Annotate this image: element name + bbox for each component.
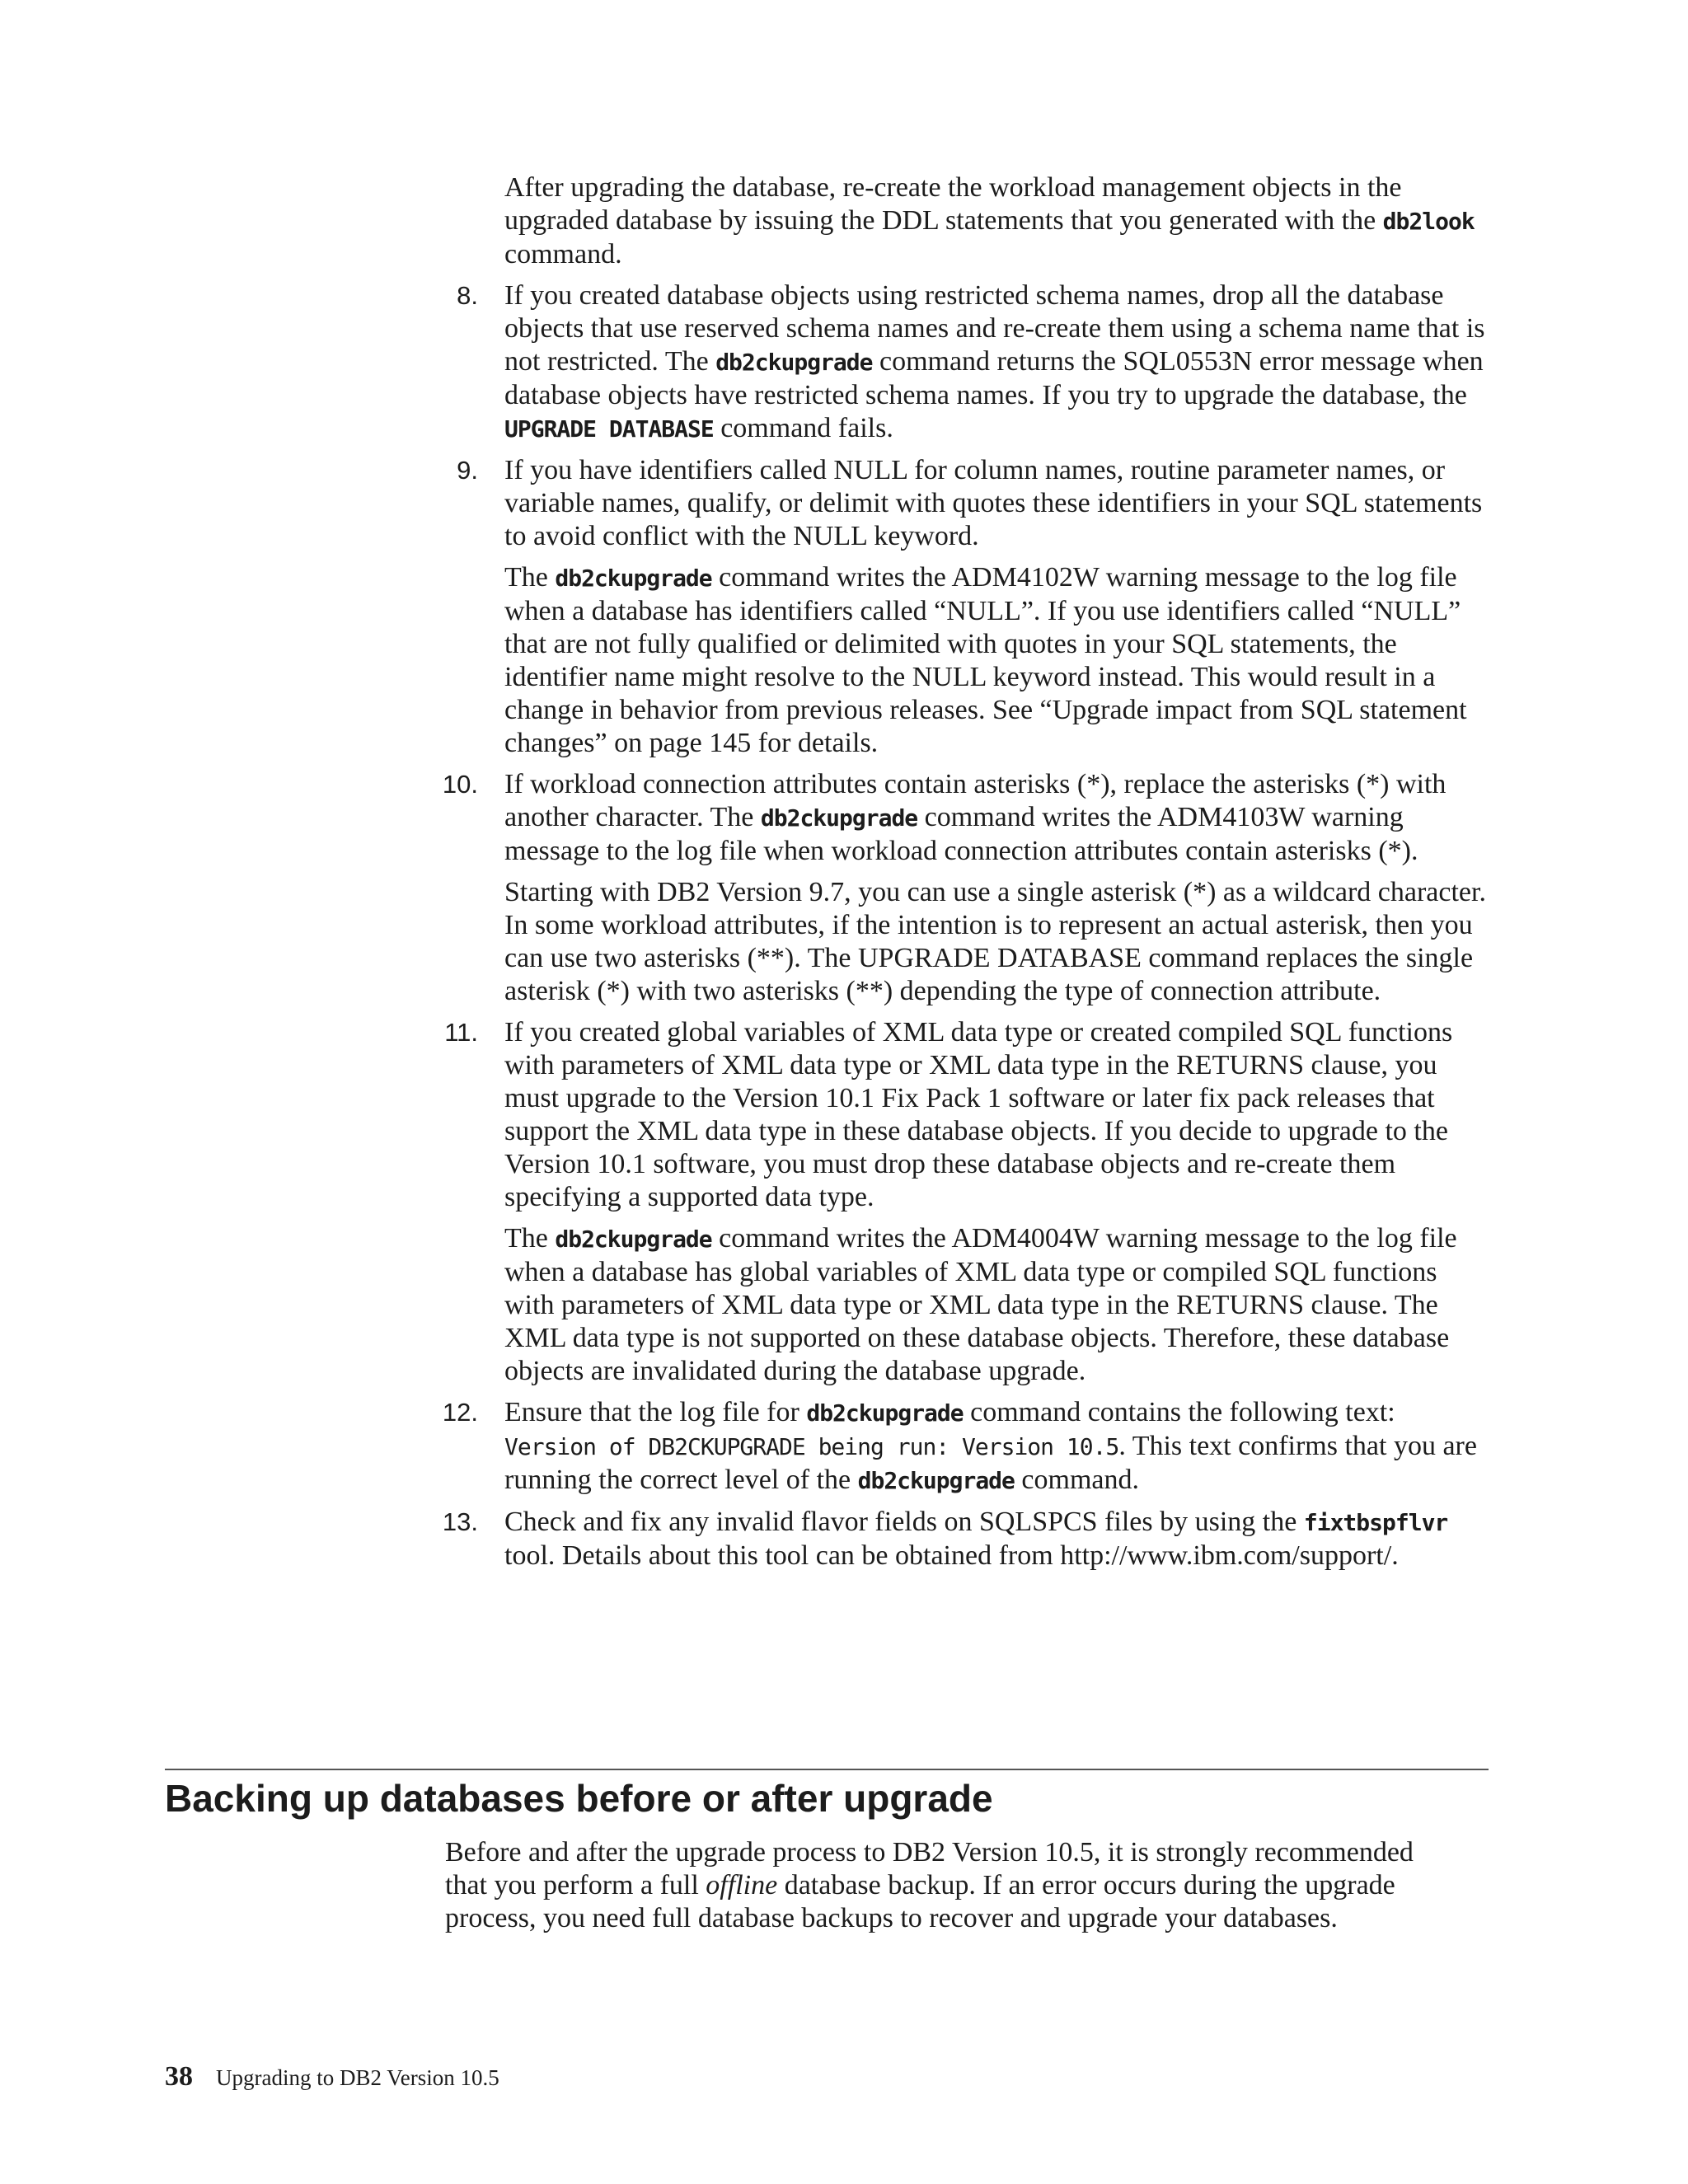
step-paragraph [504,768,1493,868]
step-paragraph [504,279,1493,446]
section-heading: Backing up databases before or after upgrade [165,1777,993,1820]
step-number: 12. [442,1398,478,1427]
text: Check and fix any invalid flavor fields on SQLSPCS files by using the [504,1507,1304,1537]
section-paragraph [445,1836,1434,1935]
step-number: 8. [457,281,478,310]
text: command writes the ADM4004W warning message to the log file when a database has global variables of XML data type or compiled SQL functions with parameters of XML data type or XML data type in the RETURNS clause. The XML data type is not supported on these database objects. Therefore, these database objects are invalidated during the database upgrade. [504,1223,1457,1386]
command-name: db2ckupgrade [857,1467,1015,1494]
text: . This text confirms that you are running the correct level of the [504,1431,1477,1495]
intro-paragraph [504,171,1493,271]
step-paragraph [504,561,1493,760]
step-number: 13. [442,1507,478,1536]
command-name: db2ckupgrade [715,349,873,376]
text: command returns the SQL0553N error message when database objects have restricted schema names. If you try to upgrade the database, the [504,346,1484,410]
text: command fails. [713,413,893,443]
command-name: db2ckupgrade [555,1226,712,1253]
text: The [504,1223,556,1254]
step-paragraph: If you have identifiers called NULL for column names, routine parameter names, or variable names, qualify, or delimit with quotes these identifiers in your SQL statements to avoid conflict with the NULL keyword. [504,455,1483,551]
text: If you created database objects using restricted schema names, drop all the database objects that use reserved schema names and re-create them using a schema name that is not restricted. The [504,280,1485,377]
step-13 [442,1506,1493,1572]
step-number: 11. [444,1018,478,1047]
step-paragraph: Starting with DB2 Version 9.7, you can use a single asterisk (*) as a wildcard character. In some workload attributes, if the intention is to represent an actual asterisk, then you can use two asterisks (**). The UPGRADE DATABASE command replaces the single asterisk (*) with two asterisks (**) depending the type of connection attribute. [504,877,1486,1006]
text: command contains the following text: [963,1397,1395,1427]
text: Ensure that the log file for [504,1397,807,1427]
text: tool. Details about this tool can be obtained from http://www.ibm.com/support/. [504,1540,1399,1571]
step-paragraph [504,1396,1493,1497]
step-paragraph [504,1222,1493,1388]
text: If workload connection attributes contain asterisks (*), replace the asterisks (*) with another character. The [504,769,1447,832]
step-number: 10. [442,770,478,799]
procedure-steps [442,171,1493,1581]
code-snippet: Version of DB2CKUPGRADE being run: Version 10.5 [504,1433,1119,1460]
text: After upgrading the database, re-create the workload management objects in the upgraded database by issuing the DDL statements that you generated with the [504,172,1402,236]
text: command. [1014,1465,1139,1495]
text: Before and after the upgrade process to DB2 Version 10.5, it is strongly recommended that you perform a full [445,1837,1414,1900]
text: command. [504,239,622,269]
step-paragraph: If you created global variables of XML data type or created compiled SQL functions with parameters of XML data type or XML data type in the RETURNS clause, you must upgrade to the Version 10.1 Fix Pack 1 software or later fix pack releases that support the XML data type in these database objects. If you decide to upgrade to the Version 10.1 software, you must drop these database objects and re-create them specifying a supported data type. [504,1017,1453,1212]
section-divider [165,1769,1489,1770]
emphasis: offline [706,1870,778,1900]
command-name: db2ckupgrade [555,565,712,592]
step-number: 9. [457,456,478,485]
step-11 [444,1016,1493,1388]
text: The [504,562,556,593]
command-name: fixtbspflvr [1303,1509,1448,1536]
command-name: db2look [1382,208,1475,235]
command-name: UPGRADE DATABASE [504,415,714,443]
command-name: db2ckupgrade [806,1399,964,1427]
step-paragraph [504,1506,1493,1572]
text: command writes the ADM4103W warning message to the log file when workload connection attributes contain asterisks (*). [504,802,1418,866]
step-12 [442,1396,1493,1497]
step-8 [457,279,1493,446]
step-10 [442,768,1493,1008]
text: database backup. If an error occurs during the upgrade process, you need full database backups to recover and upgrade your databases. [445,1870,1395,1933]
text: command writes the ADM4102W warning message to the log file when a database has identifiers called “NULL”. If you use identifiers called “NULL” that are not fully qualified or delimited with quotes in your SQL statements, the identifier name might resolve to the NULL keyword instead. This would result in a change in behavior from previous releases. See “Upgrade impact from SQL statement changes” on page 145 for details. [504,562,1467,758]
command-name: db2ckupgrade [760,804,918,832]
page-number: 38 [165,2061,193,2092]
footer-title: Upgrading to DB2 Version 10.5 [216,2065,499,2090]
step-9 [457,454,1493,760]
page-footer [165,2060,499,2093]
